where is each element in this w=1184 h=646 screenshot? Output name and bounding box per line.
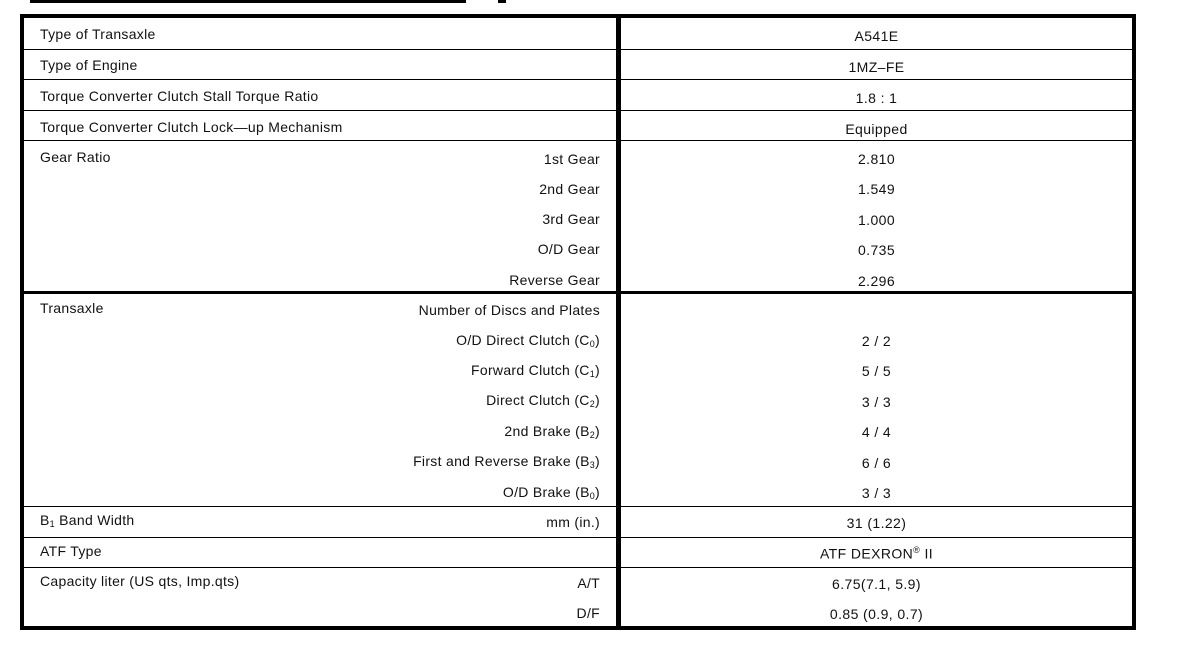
band-width-letter: B bbox=[40, 512, 50, 528]
atf-type-value bbox=[621, 545, 1132, 562]
atf-value-suffix: II bbox=[920, 545, 934, 562]
top-mark bbox=[498, 0, 506, 3]
spec-table bbox=[20, 14, 1136, 630]
brake-subscript: 3 bbox=[589, 460, 596, 470]
section-divider bbox=[24, 291, 1132, 294]
gear-item-value: 1.549 bbox=[857, 181, 896, 197]
row-divider bbox=[24, 140, 1132, 141]
clutch-item-name bbox=[456, 332, 600, 349]
atf-value-text: ATF DEXRON bbox=[819, 545, 914, 562]
transaxle-type-value: A541E bbox=[854, 28, 899, 44]
gear-item-name: Reverse Gear bbox=[509, 272, 600, 288]
gear-item-value: 2.296 bbox=[857, 273, 896, 289]
gear-item-name: 2nd Gear bbox=[539, 181, 600, 197]
row-divider bbox=[24, 49, 1132, 50]
clutch-close: ) bbox=[595, 362, 600, 378]
gear-item-value: 1.000 bbox=[857, 212, 896, 228]
band-width-subscript: 1 bbox=[49, 519, 55, 529]
capacity-label: Capacity liter (US qts, Imp.qts) bbox=[40, 573, 240, 589]
clutch-close: ) bbox=[595, 332, 600, 348]
brake-item-value: 6 / 6 bbox=[861, 455, 892, 471]
gear-ratio-label: Gear Ratio bbox=[40, 149, 111, 165]
capacity-item-value: 0.85 (0.9, 0.7) bbox=[829, 606, 924, 622]
row-divider bbox=[24, 537, 1132, 538]
row-divider bbox=[24, 506, 1132, 507]
lockup-label: Torque Converter Clutch Lock—up Mechanism bbox=[40, 119, 343, 135]
gear-item-name: O/D Gear bbox=[537, 241, 600, 257]
atf-registered-mark: ® bbox=[913, 545, 921, 555]
band-width-unit: mm (in.) bbox=[546, 514, 600, 530]
brake-close: ) bbox=[595, 484, 600, 500]
brake-subscript: 0 bbox=[589, 491, 596, 501]
row-divider bbox=[24, 110, 1132, 111]
brake-item-value: 3 / 3 bbox=[861, 485, 892, 501]
brake-item-value: 4 / 4 bbox=[861, 424, 892, 440]
clutch-name-text: O/D Direct Clutch (C bbox=[456, 332, 590, 348]
engine-type-value: 1MZ–FE bbox=[848, 59, 905, 75]
clutch-subscript: 1 bbox=[589, 369, 596, 379]
brake-name-text: First and Reverse Brake (B bbox=[413, 453, 590, 469]
clutch-item-name bbox=[471, 362, 600, 379]
row-divider bbox=[24, 567, 1132, 568]
band-width-label bbox=[40, 512, 135, 529]
capacity-item-value: 6.75(7.1, 5.9) bbox=[832, 576, 921, 592]
gear-item-value: 0.735 bbox=[857, 242, 896, 258]
brake-item-name bbox=[504, 423, 600, 440]
capacity-item-name: A/T bbox=[577, 575, 600, 591]
clutch-name-text: Forward Clutch (C bbox=[471, 362, 590, 378]
gear-item-value: 2.810 bbox=[857, 151, 896, 167]
gear-item-name: 1st Gear bbox=[543, 151, 600, 167]
band-width-text: Band Width bbox=[54, 512, 135, 528]
clutch-item-value: 2 / 2 bbox=[861, 333, 892, 349]
clutch-subscript: 0 bbox=[589, 339, 596, 349]
clutch-item-name bbox=[486, 392, 600, 409]
discs-plates-header: Number of Discs and Plates bbox=[418, 302, 600, 318]
clutch-item-value: 5 / 5 bbox=[861, 363, 892, 379]
lockup-value: Equipped bbox=[845, 121, 908, 137]
atf-type-label: ATF Type bbox=[40, 543, 102, 559]
engine-type-label: Type of Engine bbox=[40, 57, 138, 73]
brake-name-text: O/D Brake (B bbox=[502, 484, 590, 500]
clutch-subscript: 2 bbox=[589, 399, 596, 409]
row-divider bbox=[24, 79, 1132, 80]
transaxle-label: Transaxle bbox=[40, 300, 104, 316]
top-rule bbox=[30, 0, 466, 3]
clutch-close: ) bbox=[595, 392, 600, 408]
brake-item-name bbox=[413, 453, 600, 470]
stall-ratio-label: Torque Converter Clutch Stall Torque Ratio bbox=[40, 88, 319, 104]
brake-subscript: 2 bbox=[589, 430, 596, 440]
brake-name-text: 2nd Brake (B bbox=[504, 423, 590, 439]
clutch-name-text: Direct Clutch (C bbox=[486, 392, 590, 408]
brake-item-name bbox=[503, 484, 600, 501]
band-width-value: 31 (1.22) bbox=[846, 515, 907, 531]
brake-close: ) bbox=[595, 453, 600, 469]
gear-item-name: 3rd Gear bbox=[542, 211, 600, 227]
capacity-item-name: D/F bbox=[576, 605, 600, 621]
stall-ratio-value: 1.8 : 1 bbox=[855, 90, 898, 106]
clutch-item-value: 3 / 3 bbox=[861, 394, 892, 410]
brake-close: ) bbox=[595, 423, 600, 439]
transaxle-type-label: Type of Transaxle bbox=[40, 26, 156, 42]
